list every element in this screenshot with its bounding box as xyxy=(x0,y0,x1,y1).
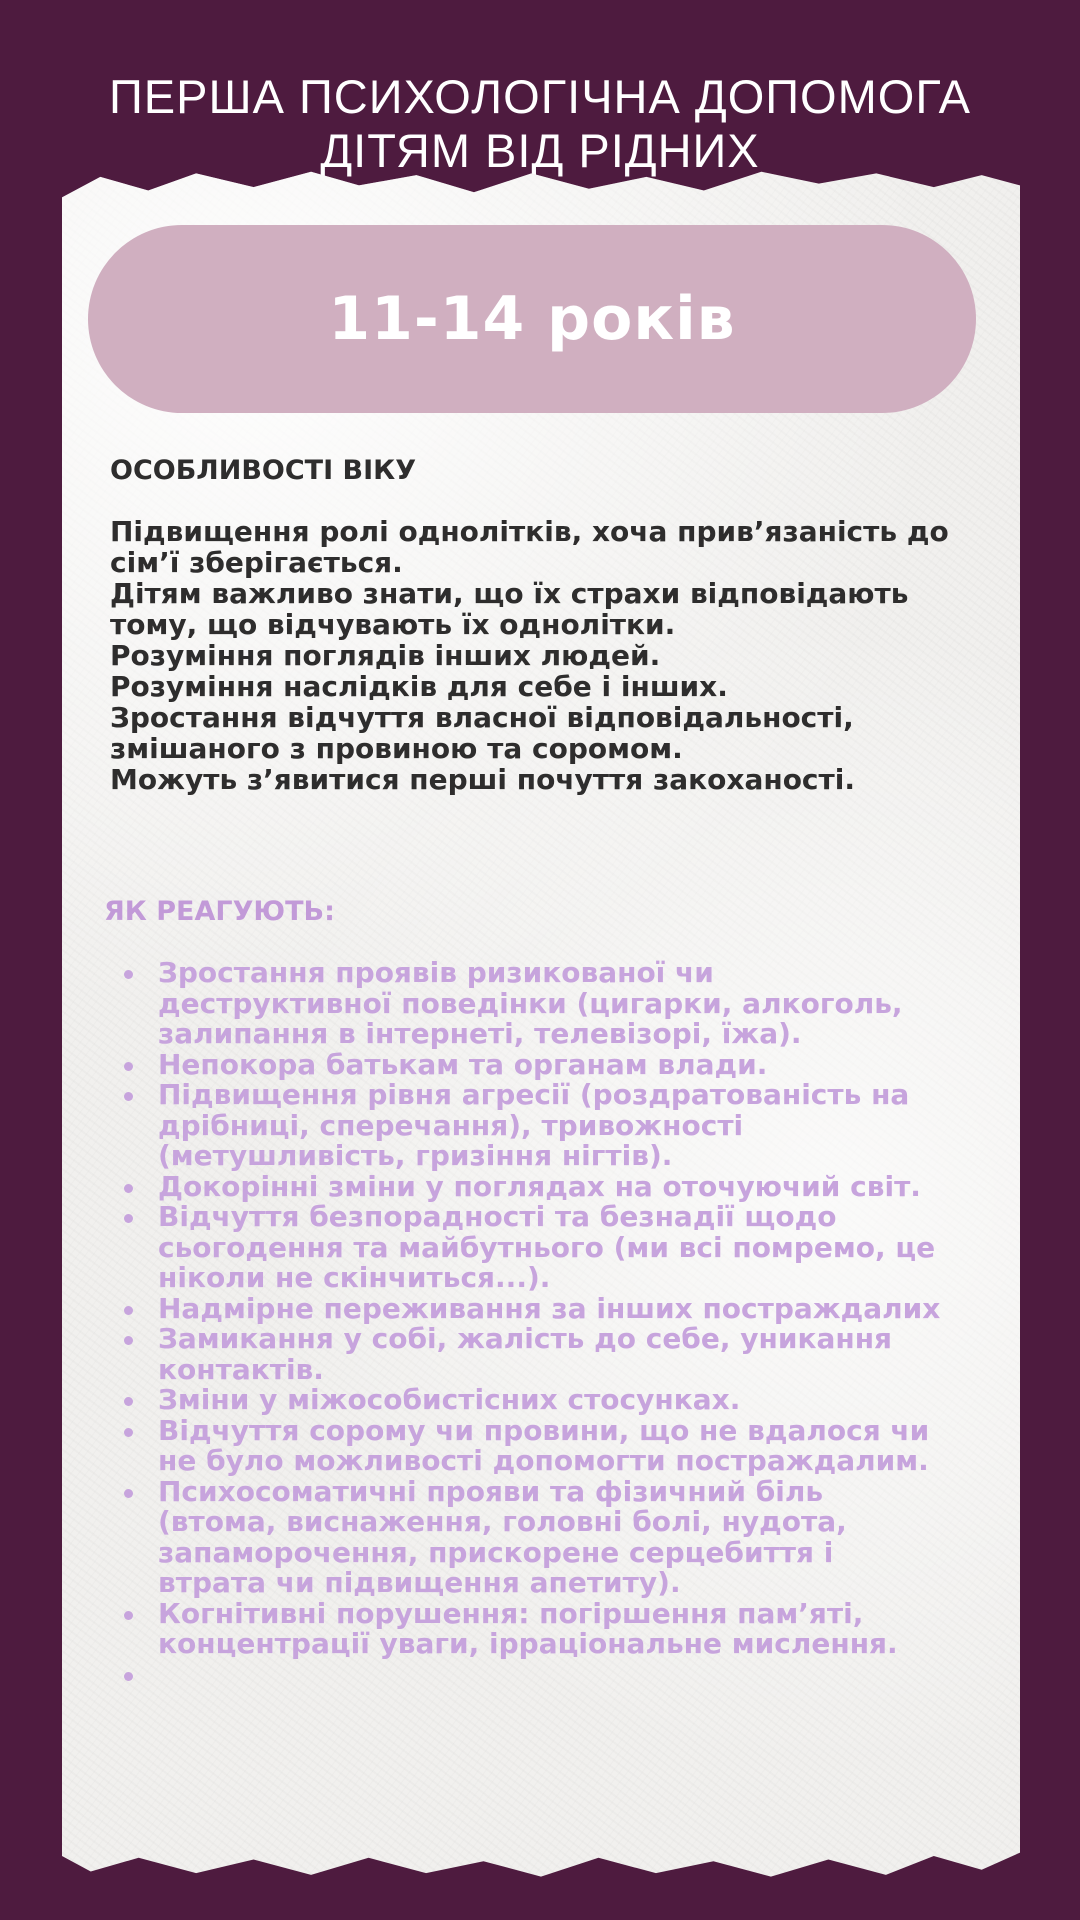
bullet-icon xyxy=(124,1306,133,1315)
reaction-item-line: Зростання проявів ризикованої чи xyxy=(158,956,714,989)
reactions-heading: ЯК РЕАГУЮТЬ: xyxy=(104,896,335,927)
page-title-line-1: ПЕРША ПСИХОЛОГІЧНА ДОПОМОГА xyxy=(109,70,971,123)
reaction-item-line: (метушливість, гризіння нігтів). xyxy=(158,1139,673,1172)
reaction-item-line: дрібниці, сперечання), тривожності xyxy=(158,1108,744,1142)
features-heading: ОСОБЛИВОСТІ ВІКУ xyxy=(110,455,417,486)
bullet-icon xyxy=(124,970,133,979)
reaction-item xyxy=(120,1202,990,1294)
age-group-label: 11-14 років xyxy=(328,284,736,354)
reaction-item-line: Когнітивні порушення: погіршення пам’яті, xyxy=(158,1596,864,1630)
bullet-icon xyxy=(124,1214,133,1223)
reaction-item xyxy=(120,1169,990,1203)
reaction-item-line: концентрації уваги, ірраціональне мислення. xyxy=(158,1627,898,1660)
page-title-line-2: ДІТЯМ ВІД РІДНИХ xyxy=(320,124,760,177)
reaction-item-line: Докорінні зміни у поглядах на оточуючий світ. xyxy=(158,1169,921,1203)
features-line: тому, що відчувають їх однолітки. xyxy=(110,608,676,641)
reaction-item xyxy=(120,1413,990,1477)
reaction-item-line: Зміни у міжособистісних стосунках. xyxy=(158,1383,741,1416)
reaction-item-line: залипання в інтернеті, телевізорі, їжа). xyxy=(158,1017,802,1050)
bullet-icon xyxy=(124,1336,133,1345)
reaction-item-line: деструктивної поведінки (цигарки, алкоголь, xyxy=(158,986,903,1020)
reaction-item-line: Психосоматичні прояви та фізичний біль xyxy=(158,1474,824,1508)
bullet-icon xyxy=(124,1611,133,1620)
reaction-item xyxy=(120,1596,990,1660)
reaction-item-line: Підвищення рівня агресії (роздратованість на xyxy=(158,1078,910,1111)
bullet-icon xyxy=(124,1397,133,1406)
features-line: Розуміння наслідків для себе і інших. xyxy=(110,670,728,703)
features-line: Підвищення ролі однолітків, хоча прив’язаність до xyxy=(110,515,949,548)
reaction-item-line: Надмірне переживання за інших постраждалих xyxy=(158,1291,941,1325)
bullet-icon xyxy=(124,1092,133,1101)
reaction-item-line: запаморочення, прискорене серцебиття і xyxy=(158,1535,834,1569)
bullet-icon xyxy=(124,1062,133,1071)
features-line: змішаного з провиною та соромом. xyxy=(110,732,683,765)
reaction-item-line: не було можливості допомогти постраждалим. xyxy=(158,1444,929,1477)
bullet-icon xyxy=(124,1672,133,1681)
reaction-item-line: втрата чи підвищення апетиту). xyxy=(158,1566,681,1599)
reaction-item-line: контактів. xyxy=(158,1352,324,1386)
reaction-item xyxy=(120,1291,990,1325)
reaction-item-line: Відчуття безпорадності та безнадії щодо xyxy=(158,1200,837,1233)
reaction-item-line: Замикання у собі, жалість до себе, уникання xyxy=(158,1322,893,1355)
reactions-list xyxy=(120,958,990,1690)
reaction-item-line: сьогодення та майбутнього (ми всі помремо, це xyxy=(158,1230,936,1264)
reaction-item-line: ніколи не скінчиться...). xyxy=(158,1261,551,1294)
features-line: Зростання відчуття власної відповідальності, xyxy=(110,701,854,734)
reaction-item xyxy=(120,958,990,1050)
reaction-item xyxy=(120,1385,990,1416)
bullet-icon xyxy=(124,1184,133,1193)
features-line: Розуміння поглядів інших людей. xyxy=(110,639,661,672)
age-group-badge xyxy=(88,225,976,413)
features-line: Можуть з’явитися перші почуття закоханості. xyxy=(110,763,855,796)
reaction-item xyxy=(120,1474,990,1599)
bullet-icon xyxy=(124,1489,133,1498)
bullet-icon xyxy=(124,1428,133,1437)
reaction-item xyxy=(120,1324,990,1385)
features-text xyxy=(110,516,990,795)
reaction-item xyxy=(120,1660,990,1691)
reaction-item xyxy=(120,1047,990,1081)
features-line: сім’ї зберігається. xyxy=(110,546,403,579)
reaction-item-line: Непокора батькам та органам влади. xyxy=(158,1047,768,1081)
reaction-item-line: Відчуття сорому чи провини, що не вдалося чи xyxy=(158,1413,930,1447)
reaction-item xyxy=(120,1080,990,1172)
page-title xyxy=(0,70,1080,178)
reaction-item-line: (втома, виснаження, головні болі, нудота, xyxy=(158,1505,847,1538)
features-line: Дітям важливо знати, що їх страхи відповідають xyxy=(110,577,909,610)
